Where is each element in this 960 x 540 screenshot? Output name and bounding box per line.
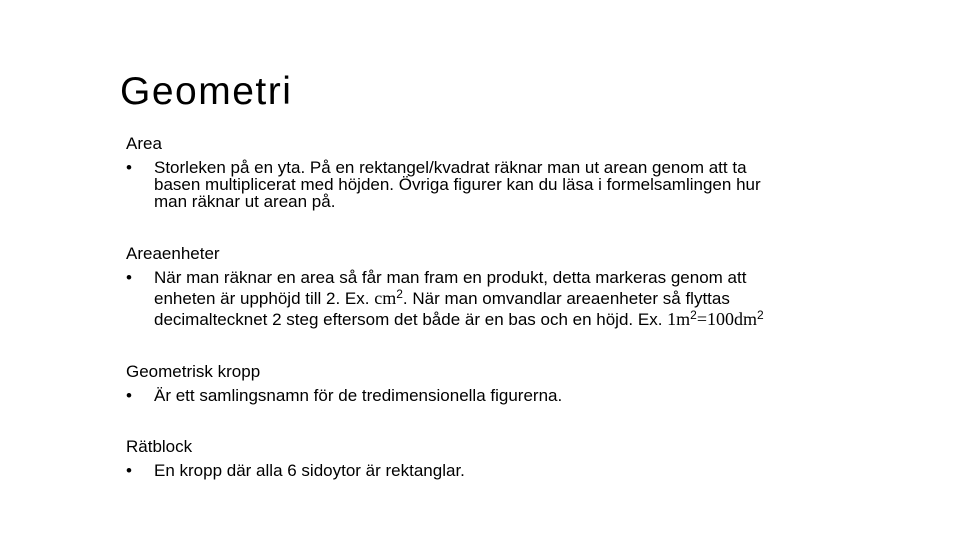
text-segment: . När man omvandlar areaenheter så flyttas [402,289,730,308]
slide-title: Geometri [120,70,293,113]
math-exponent: 2 [396,287,403,301]
bullet-text-line: man räknar ut arean på. [154,192,336,211]
bullet-mark: • [126,386,132,405]
section-heading: Areaenheter [126,244,220,263]
math-exponent: 2 [690,308,697,322]
section-areaenheter [126,242,826,328]
slide-content [126,132,826,479]
bullet-mark: • [126,461,132,480]
bullet-text-line: Är ett samlingsnamn för de tredimensionella figurerna. [154,386,563,405]
math-unit: 1m [667,309,691,329]
bullet-text-line [154,307,826,328]
section-heading: Area [126,134,162,153]
bullet-item [126,159,826,210]
bullet-text-line [154,286,826,307]
math-unit: =100dm [696,309,758,329]
text-segment: decimaltecknet 2 steg eftersom det både är en bas och en höjd. Ex. [154,310,663,329]
bullet-item [126,462,826,479]
section-heading: Geometrisk kropp [126,362,261,381]
section-geometrisk-kropp [126,360,826,404]
section-area [126,132,826,210]
section-heading: Rätblock [126,437,193,456]
bullet-item [126,387,826,404]
bullet-text-line: basen multiplicerat med höjden. Övriga figurer kan du läsa i formelsamlingen hur [154,175,761,194]
bullet-text-line: En kropp där alla 6 sidoytor är rektanglar. [154,461,465,480]
section-ratblock [126,435,826,479]
math-exponent: 2 [757,308,764,322]
bullet-text-line: När man räknar en area så får man fram en produkt, detta markeras genom att [154,268,747,287]
math-unit: cm [374,288,397,308]
bullet-mark: • [126,158,132,177]
bullet-item [126,269,826,328]
text-segment: enheten är upphöjd till 2. Ex. [154,289,370,308]
bullet-text-line: Storleken på en yta. På en rektangel/kvadrat räknar man ut arean genom att ta [154,158,747,177]
bullet-mark: • [126,268,132,287]
